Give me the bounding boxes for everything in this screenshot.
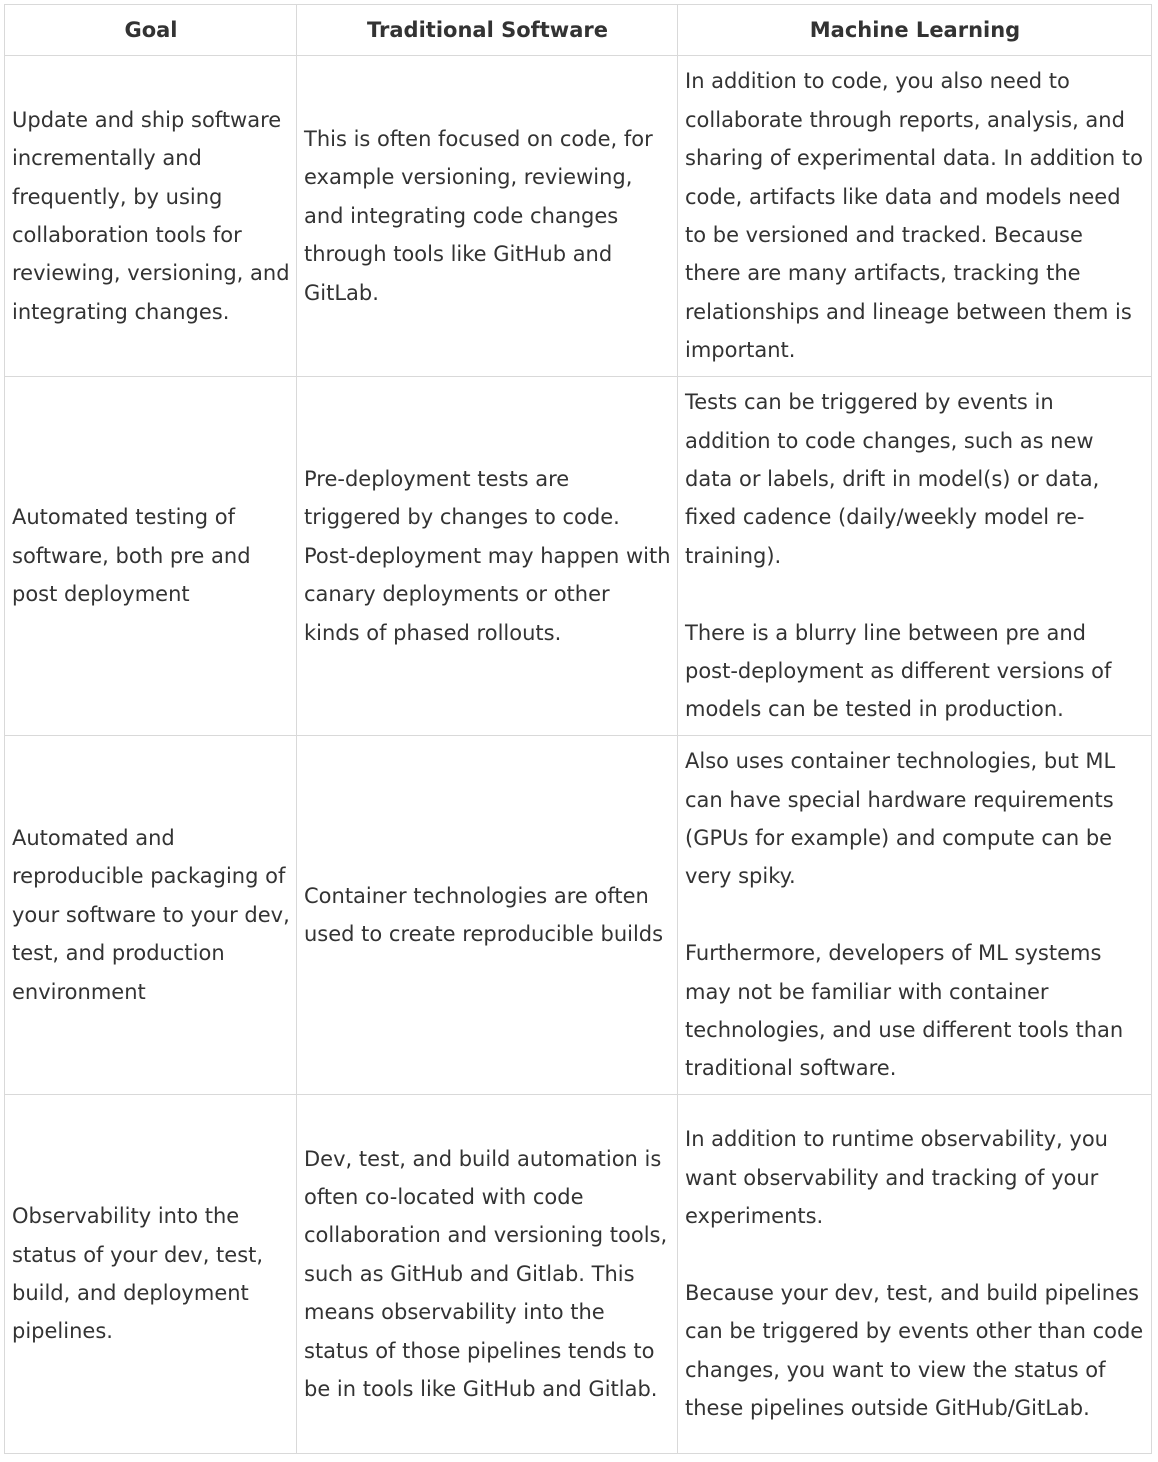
ml-paragraph: Also uses container technologies, but ML can have special hardware requirements (GPUs for example) and compute can be very spiky. — [685, 749, 1116, 889]
comparison-table-container — [4, 4, 1151, 1454]
ml-paragraph: Because your dev, test, and build pipelines can be triggered by events other than code changes, you want to view the status of these pipelines outside GitHub/GitLab. — [685, 1280, 1144, 1421]
traditional-cell: Pre-deployment tests are triggered by changes to code. Post-deployment may happen with canary deployments or other kinds of phased rollouts. — [297, 377, 678, 736]
table-row — [5, 736, 1152, 1095]
paragraph-gap — [685, 575, 1145, 613]
paragraph-gap — [685, 896, 1145, 934]
table-row — [5, 377, 1152, 736]
ml-cell — [678, 736, 1152, 1095]
ml-cell — [678, 377, 1152, 736]
table-row — [5, 1095, 1152, 1454]
goal-cell: Automated testing of software, both pre and post deployment — [5, 377, 297, 736]
goal-cell: Update and ship software incrementally and frequently, by using collaboration tools for reviewing, versioning, and integrating changes. — [5, 56, 297, 377]
table-row — [5, 56, 1152, 377]
ml-cell — [678, 1095, 1152, 1454]
header-traditional-software: Traditional Software — [297, 5, 678, 56]
ml-paragraph: Furthermore, developers of ML systems may not be familiar with container technologies, and use different tools than traditional software. — [685, 941, 1124, 1081]
header-machine-learning: Machine Learning — [678, 5, 1152, 56]
comparison-table — [4, 4, 1152, 1454]
traditional-cell: Container technologies are often used to create reproducible builds — [297, 736, 678, 1095]
ml-paragraph: There is a blurry line between pre and post-deployment as different versions of models can be tested in production. — [685, 620, 1112, 722]
paragraph-gap — [685, 1236, 1145, 1274]
goal-cell: Observability into the status of your dev, test, build, and deployment pipelines. — [5, 1095, 297, 1454]
goal-cell: Automated and reproducible packaging of your software to your dev, test, and production environment — [5, 736, 297, 1095]
ml-paragraph: In addition to runtime observability, you want observability and tracking of your experiments. — [685, 1127, 1108, 1229]
ml-cell — [678, 56, 1152, 377]
ml-paragraph: Tests can be triggered by events in addition to code changes, such as new data or labels, drift in model(s) or data, fixed cadence (daily/weekly model re-training). — [685, 390, 1100, 568]
header-goal: Goal — [5, 5, 297, 56]
header-row — [5, 5, 1152, 56]
traditional-cell: Dev, test, and build automation is often co-located with code collaboration and versioning tools, such as GitHub and Gitlab. This means observability into the status of those pipelines tends to be in tools like GitHub and Gitlab. — [297, 1095, 678, 1454]
traditional-cell: This is often focused on code, for example versioning, reviewing, and integrating code changes through tools like GitHub and GitLab. — [297, 56, 678, 377]
ml-paragraph: In addition to code, you also need to collaborate through reports, analysis, and sharing of experimental data. In addition to code, artifacts like data and models need to be versioned and tracked. Because there are many artifacts, tracking the relationships and lineage between them is important. — [685, 69, 1143, 363]
